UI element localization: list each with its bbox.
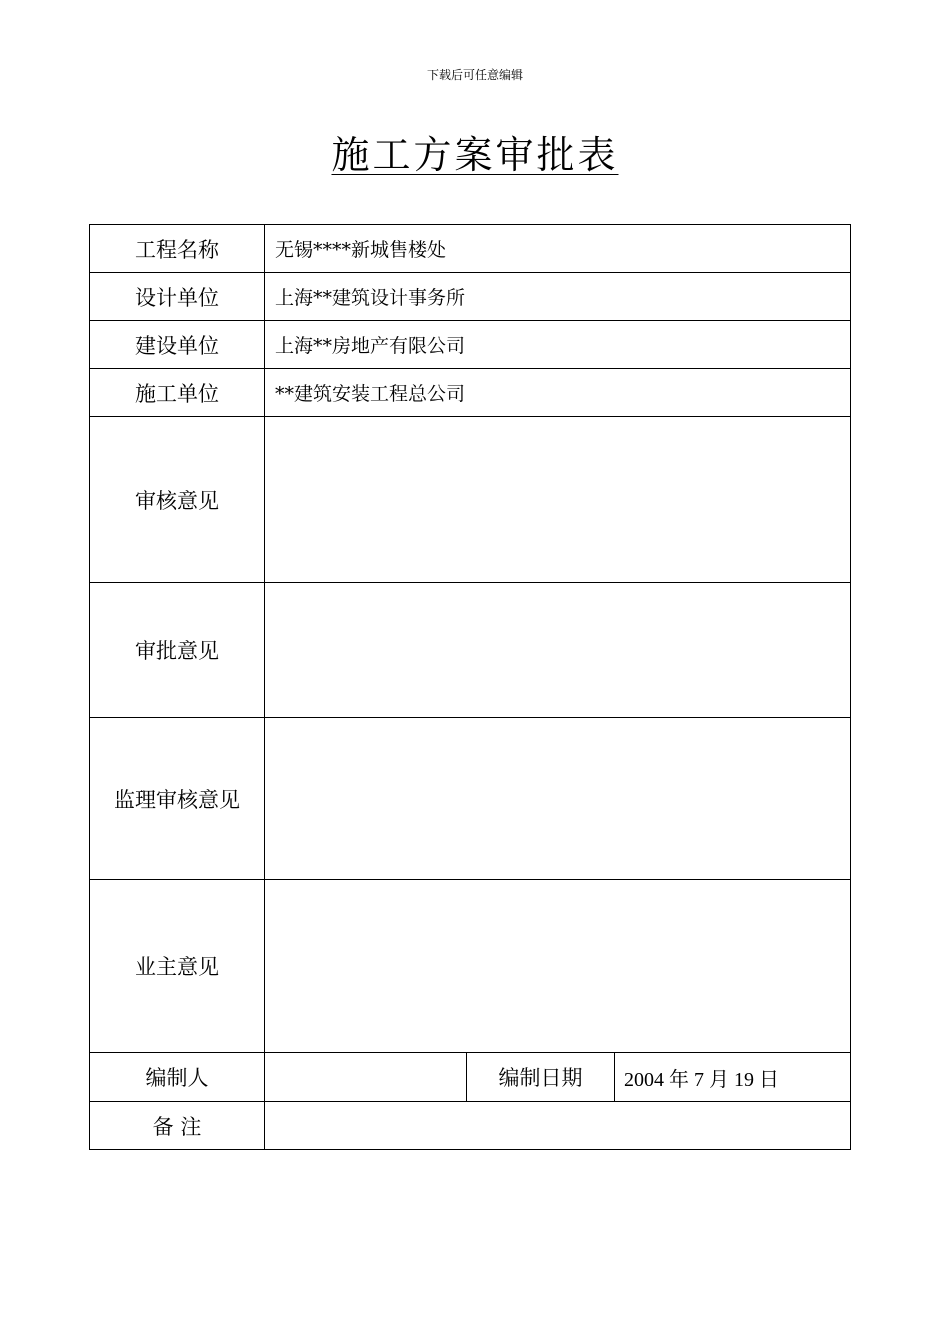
row-compiler [90, 1053, 851, 1102]
review-opinion-field[interactable] [265, 417, 851, 583]
contractor-label: 施工单位 [90, 369, 265, 417]
row-contractor [90, 369, 851, 417]
row-owner-opinion [90, 880, 851, 1053]
remarks-label: 备 注 [90, 1102, 265, 1150]
supervision-opinion-field[interactable] [265, 718, 851, 880]
remarks-field[interactable] [265, 1102, 851, 1150]
owner-opinion-label: 业主意见 [90, 880, 265, 1053]
compiler-label: 编制人 [90, 1053, 265, 1102]
document-title [0, 124, 950, 179]
review-opinion-label: 审核意见 [90, 417, 265, 583]
approval-form-table [89, 224, 851, 1150]
owner-opinion-field[interactable] [265, 880, 851, 1053]
row-supervision-opinion [90, 718, 851, 880]
approval-opinion-label: 审批意见 [90, 583, 265, 718]
header-note: 下载后可任意编辑 [426, 68, 523, 82]
supervision-opinion-label: 监理审核意见 [90, 718, 265, 880]
construction-owner-label: 建设单位 [90, 321, 265, 369]
approval-opinion-field[interactable] [265, 583, 851, 718]
project-name-label: 工程名称 [90, 225, 265, 273]
compile-date-field[interactable]: 2004 年 7 月 19 日 [615, 1053, 851, 1102]
document-title-text: 施工方案审批表 [331, 133, 619, 177]
design-unit-label: 设计单位 [90, 273, 265, 321]
row-remarks [90, 1102, 851, 1150]
row-design-unit [90, 273, 851, 321]
compiler-field[interactable] [265, 1053, 467, 1102]
design-unit-value[interactable]: 上海**建筑设计事务所 [265, 273, 851, 321]
project-name-value[interactable]: 无锡****新城售楼处 [265, 225, 851, 273]
compile-date-label: 编制日期 [467, 1053, 615, 1102]
row-construction-owner [90, 321, 851, 369]
contractor-value[interactable]: **建筑安装工程总公司 [265, 369, 851, 417]
construction-owner-value[interactable]: 上海**房地产有限公司 [265, 321, 851, 369]
row-project-name [90, 225, 851, 273]
row-approval-opinion [90, 583, 851, 718]
row-review-opinion [90, 417, 851, 583]
